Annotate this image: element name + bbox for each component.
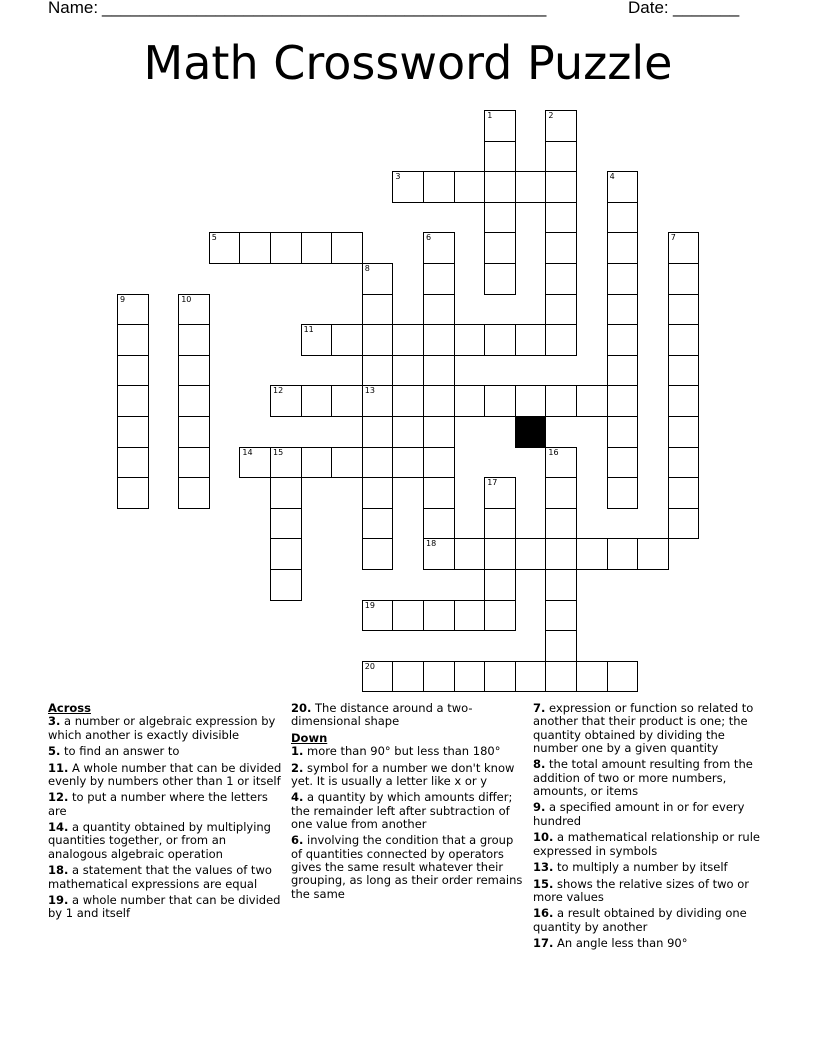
name-label: Name: [48,0,99,17]
crossword-cell[interactable] [362,294,394,326]
clue-number: 16 [548,447,559,457]
crossword-cell[interactable] [423,600,455,632]
crossword-cell[interactable] [668,477,700,509]
crossword-cell[interactable] [668,355,700,387]
clue-down-8: 8. the total amount resulting from the addition of two or more numbers, amounts, or items [533,757,753,798]
clue-number: 18 [426,539,437,549]
crossword-cell[interactable] [484,141,516,173]
date-label: Date: [628,0,669,17]
crossword-cell[interactable] [392,600,424,632]
crossword-cell[interactable] [331,385,363,417]
clue-across-5: 5. to find an answer to [48,744,180,759]
crossword-cell[interactable] [178,447,210,479]
crossword-cell[interactable] [301,324,333,356]
crossword-cell[interactable] [423,355,455,387]
crossword-cell[interactable] [270,232,302,264]
crossword-cell[interactable] [362,508,394,540]
crossword-cell[interactable] [515,324,547,356]
clue-number: 10 [181,294,192,304]
crossword-cell[interactable] [545,477,577,509]
crossword-cell[interactable] [423,508,455,540]
crossword-cell[interactable] [576,661,608,693]
clue-number: 12 [273,386,284,396]
crossword-cell[interactable] [301,385,333,417]
crossword-cell[interactable] [209,232,241,264]
crossword-cell[interactable] [392,447,424,479]
crossword-cell[interactable] [270,477,302,509]
crossword-cell[interactable] [117,294,149,326]
clues-column-1 [48,702,284,924]
clue-down-15: 15. shows the relative sizes of two or more values [533,876,750,904]
clues-column-2 [291,702,527,904]
crossword-cell[interactable] [668,263,700,295]
crossword-cell[interactable] [484,385,516,417]
clue-number: 7 [670,233,676,243]
crossword-cell[interactable] [545,569,577,601]
crossword-cell[interactable] [607,171,639,203]
crossword-cell[interactable] [454,538,486,570]
crossword-black-cell [515,416,547,448]
crossword-cell[interactable] [484,508,516,540]
crossword-cell[interactable] [117,385,149,417]
crossword-cell[interactable] [117,477,149,509]
crossword-cell[interactable] [423,294,455,326]
crossword-cell[interactable] [607,202,639,234]
crossword-cell[interactable] [607,661,639,693]
crossword-cell[interactable] [454,600,486,632]
crossword-cell[interactable] [331,447,363,479]
clue-number: 8 [364,264,370,273]
crossword-cell[interactable] [117,447,149,479]
name-field: _______________________________________________ [102,0,547,17]
crossword-cell[interactable] [545,324,577,356]
crossword-cell[interactable] [362,661,394,693]
clue-number: 19 [364,600,375,610]
crossword-cell[interactable] [484,110,516,142]
clue-number: 15 [273,447,284,457]
crossword-cell[interactable] [362,447,394,479]
crossword-cell[interactable] [607,232,639,264]
crossword-cell[interactable] [668,232,700,264]
crossword-cell[interactable] [515,538,547,570]
clue-number: 6 [426,233,432,243]
crossword-cell[interactable] [545,385,577,417]
crossword-cell[interactable] [484,324,516,356]
crossword-cell[interactable] [178,477,210,509]
clue-across-18: 18. a statement that the values of two mathematical expressions are equal [48,863,272,891]
crossword-cell[interactable] [668,294,700,326]
crossword-cell[interactable] [515,661,547,693]
crossword-cell[interactable] [423,171,455,203]
crossword-cell[interactable] [270,538,302,570]
clue-number: 14 [242,447,253,457]
crossword-cell[interactable] [545,263,577,295]
clue-down-16: 16. a result obtained by dividing one quantity by another [533,906,747,934]
crossword-cell[interactable] [117,324,149,356]
crossword-cell[interactable] [301,447,333,479]
clue-down-9: 9. a specified amount in or for every hundred [533,800,745,828]
clue-number: 9 [120,294,126,304]
clue-number: 13 [364,386,375,396]
crossword-cell[interactable] [484,171,516,203]
crossword-cell[interactable] [515,171,547,203]
crossword-cell[interactable] [454,385,486,417]
crossword-cell[interactable] [423,538,455,570]
crossword-cell[interactable] [301,232,333,264]
across-heading: Across [48,701,91,715]
clue-across-14: 14. a quantity obtained by multiplying quantities together, or from an analogous algebraic operation [48,820,271,861]
crossword-cell[interactable] [484,232,516,264]
crossword-cell[interactable] [117,416,149,448]
crossword-cell[interactable] [239,447,271,479]
clue-number: 3 [395,172,401,182]
crossword-cell[interactable] [362,477,394,509]
crossword-cell[interactable] [484,477,516,509]
crossword-cell[interactable] [545,294,577,326]
crossword-cell[interactable] [362,600,394,632]
crossword-cell[interactable] [545,600,577,632]
crossword-cell[interactable] [545,171,577,203]
crossword-cell[interactable] [637,538,669,570]
crossword-cell[interactable] [576,538,608,570]
crossword-cell[interactable] [607,294,639,326]
crossword-cell[interactable] [392,324,424,356]
clue-across-19: 19. a whole number that can be divided by 1 and itself [48,892,281,921]
clue-number: 2 [548,111,554,120]
crossword-cell[interactable] [239,232,271,264]
clue-number: 17 [487,478,498,488]
crossword-cell[interactable] [423,263,455,295]
crossword-cell[interactable] [545,538,577,570]
crossword-cell[interactable] [607,385,639,417]
crossword-cell[interactable] [392,661,424,693]
crossword-cell[interactable] [484,600,516,632]
crossword-cell[interactable] [423,661,455,693]
crossword-cell[interactable] [423,324,455,356]
crossword-cell[interactable] [545,661,577,693]
crossword-cell[interactable] [668,385,700,417]
crossword-cell[interactable] [178,324,210,356]
clue-down-1: 1. more than 90° but less than 180° [291,744,501,759]
clue-across-12: 12. to put a number where the letters are [48,790,268,818]
crossword-cell[interactable] [270,385,302,417]
crossword-cell[interactable] [607,263,639,295]
crossword-cell[interactable] [362,263,394,295]
crossword-cell[interactable] [362,324,394,356]
crossword-cell[interactable] [331,324,363,356]
crossword-cell[interactable] [484,661,516,693]
crossword-cell[interactable] [607,477,639,509]
crossword-cell[interactable] [484,538,516,570]
crossword-cell[interactable] [668,508,700,540]
crossword-cell[interactable] [668,416,700,448]
crossword-cell[interactable] [362,355,394,387]
crossword-cell[interactable] [270,447,302,479]
date-field: _______ [673,0,740,17]
crossword-cell[interactable] [178,355,210,387]
clue-down-13: 13. to multiply a number by itself [533,860,728,875]
crossword-cell[interactable] [668,447,700,479]
crossword-cell[interactable] [545,141,577,173]
clue-across-20: 20. The distance around a two-dimensional shape [291,701,473,729]
clue-down-6: 6. involving the condition that a group of quantities connected by operators gives the same result whatever their grouping, as long as their order remains the same [291,833,523,901]
crossword-cell[interactable] [607,538,639,570]
crossword-cell[interactable] [178,294,210,326]
clue-down-2: 2. symbol for a number we don't know yet. It is usually a letter like x or y [291,760,515,788]
crossword-cell[interactable] [392,385,424,417]
crossword-cell[interactable] [515,385,547,417]
page-title: Math Crossword Puzzle [143,36,673,90]
clue-number: 5 [211,233,217,243]
crossword-cell[interactable] [454,324,486,356]
crossword-cell[interactable] [484,263,516,295]
crossword-cell[interactable] [362,538,394,570]
crossword-cell[interactable] [668,324,700,356]
crossword-cell[interactable] [484,202,516,234]
crossword-cell[interactable] [331,232,363,264]
crossword-cell[interactable] [545,110,577,142]
crossword-cell[interactable] [545,447,577,479]
crossword-cell[interactable] [607,416,639,448]
crossword-cell[interactable] [423,477,455,509]
crossword-cell[interactable] [545,630,577,662]
crossword-cell[interactable] [423,447,455,479]
clue-across-11: 11. A whole number that can be divided evenly by numbers other than 1 or itself [48,760,282,788]
crossword-cell[interactable] [607,355,639,387]
clues-column-3 [533,702,769,954]
clue-across-3: 3. a number or algebraic expression by which another is exactly divisible [48,714,276,742]
crossword-cell[interactable] [178,385,210,417]
crossword-cell[interactable] [270,508,302,540]
down-heading: Down [291,730,328,745]
crossword-cell[interactable] [454,661,486,693]
crossword-cell[interactable] [545,202,577,234]
clue-number: 1 [487,111,493,120]
crossword-cell[interactable] [392,171,424,203]
clue-number: 20 [364,661,375,671]
crossword-cell[interactable] [545,232,577,264]
crossword-cell[interactable] [117,355,149,387]
crossword-cell[interactable] [454,171,486,203]
crossword-cell[interactable] [423,416,455,448]
clue-down-4: 4. a quantity by which amounts differ; the remainder left after subtraction of one value from another [291,790,513,831]
crossword-cell[interactable] [270,569,302,601]
clue-down-10: 10. a mathematical relationship or rule expressed in symbols [533,830,760,858]
crossword-cell[interactable] [576,385,608,417]
crossword-cell[interactable] [423,232,455,264]
crossword-cell[interactable] [362,385,394,417]
clue-number: 11 [303,325,314,335]
crossword-cell[interactable] [484,569,516,601]
crossword-cell[interactable] [607,324,639,356]
clue-down-17: 17. An angle less than 90° [533,936,688,951]
crossword-cell[interactable] [423,385,455,417]
crossword-cell[interactable] [178,416,210,448]
clue-number: 4 [609,172,615,182]
crossword-cell[interactable] [607,447,639,479]
clue-down-7: 7. expression or function so related to another that their product is one; the quantity obtained by dividing the number one by a given quantity [533,701,754,755]
crossword-cell[interactable] [362,416,394,448]
crossword-cell[interactable] [545,508,577,540]
